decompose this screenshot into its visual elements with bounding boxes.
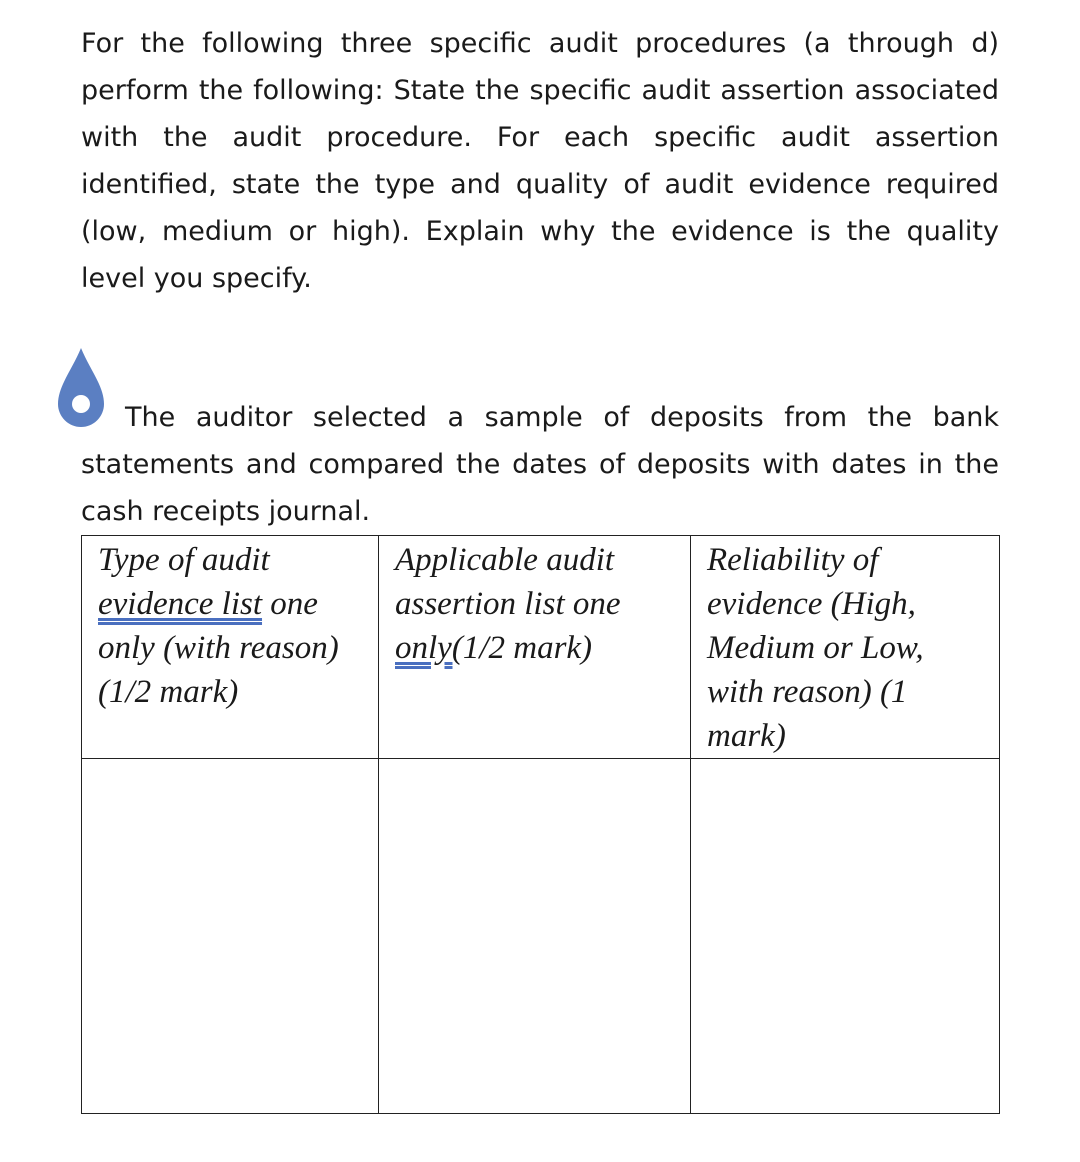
answer-table — [81, 535, 1000, 1114]
question-item-b — [81, 394, 999, 535]
answer-cell-reliability[interactable] — [691, 759, 1000, 1114]
spellcheck-underlined-text: evidence list — [98, 586, 263, 622]
item-text: The auditor selected a sample of deposits from the bank statements and compared the dates of deposits with dates in the cash receipts journal. — [81, 402, 999, 527]
header-audit-assertion: Applicable audit assertion list one only(1/2 mark) — [379, 536, 691, 759]
answer-cell-evidence-type[interactable] — [82, 759, 379, 1114]
spellcheck-underlined-text: only( — [395, 630, 463, 666]
header-evidence-type: Type of audit evidence list one only (with reason) (1/2 mark) — [82, 536, 379, 759]
table-header-row — [82, 536, 1000, 759]
answer-cell-audit-assertion[interactable] — [379, 759, 691, 1114]
table-answer-row — [82, 759, 1000, 1114]
instructions-paragraph: For the following three specific audit procedures (a through d) perform the following: State the specific audit assertion associated with the audit procedure. For each specific audit assertion identified, state the type and quality of audit evidence required (low, medium or high). Explain why the evidence is the quality level you specify. — [81, 28, 999, 294]
header-reliability: Reliability of evidence (High, Medium or Low, with reason) (1 mark) — [691, 536, 1000, 759]
item-label — [81, 394, 125, 441]
